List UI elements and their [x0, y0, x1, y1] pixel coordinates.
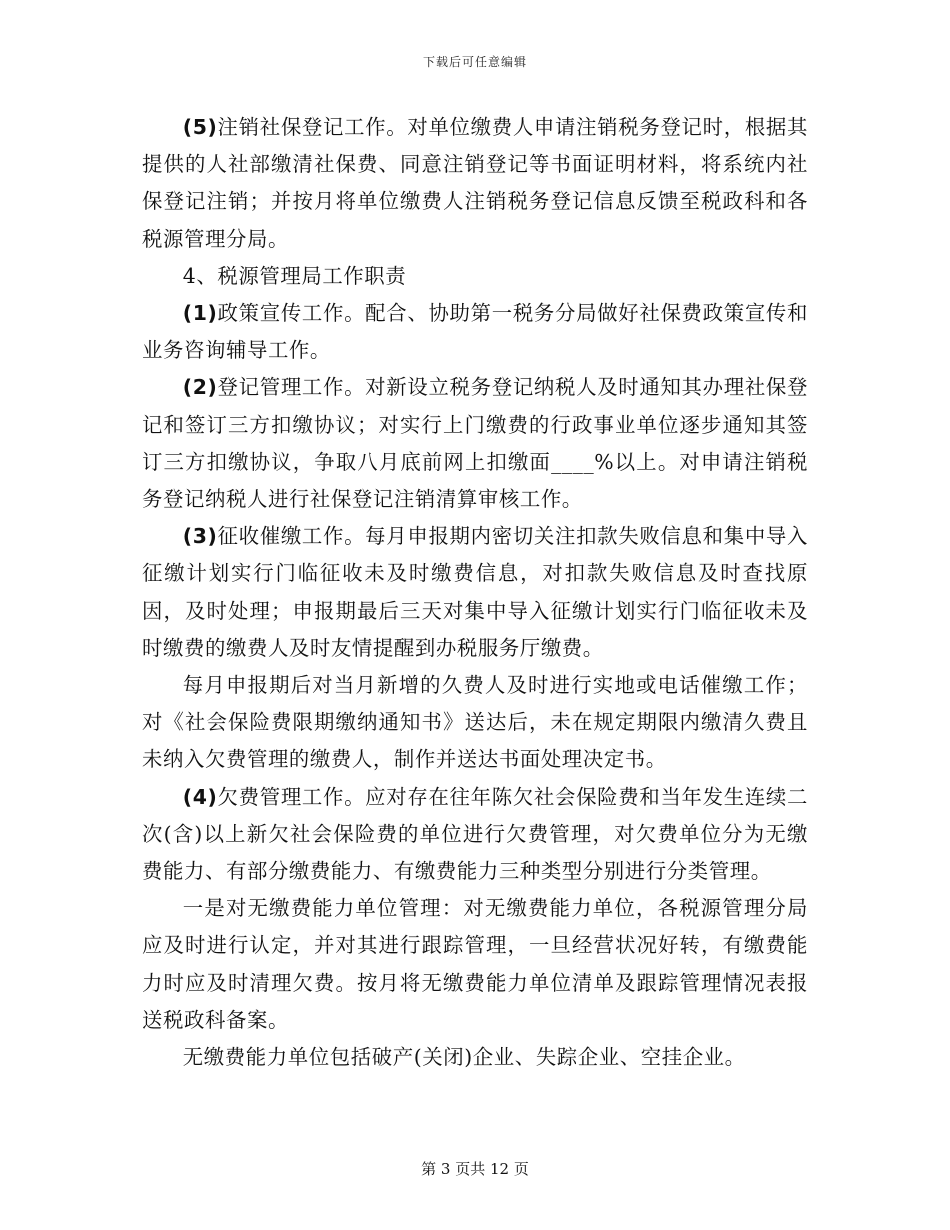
paragraph-2 — [142, 295, 808, 369]
paragraph-1 — [142, 109, 808, 258]
section-heading — [142, 258, 808, 295]
paragraph-2-number: (1) — [182, 301, 218, 326]
paragraph-3-number: (2) — [182, 375, 218, 400]
paragraph-6-text: 欠费管理工作。应对存在往年陈欠社会保险费和当年发生连续二次(含)以上新欠社会保险费的单位进行欠费管理，对欠费单位分为无缴费能力、有部分缴费能力、有缴费能力三种类型分别进行分类管理。 — [142, 784, 808, 884]
paragraph-3-text: 登记管理工作。对新设立税务登记纳税人及时通知其办理社保登记和签订三方扣缴协议；对实行上门缴费的行政事业单位逐步通知其签订三方扣缴协议，争取八月底前网上扣缴面____%以上。对申请注销税务登记纳税人进行社保登记注销清算审核工作。 — [142, 375, 808, 512]
paragraph-4-number: (3) — [182, 524, 218, 549]
paragraph-1-text: 注销社保登记工作。对单位缴费人申请注销税务登记时，根据其提供的人社部缴清社保费、同意注销登记等书面证明材料，将系统内社保登记注销；并按月将单位缴费人注销税务登记信息反馈至税政科和各税源管理分局。 — [142, 115, 808, 251]
paragraph-8-text: 无缴费能力单位包括破产(关闭)企业、失踪企业、空挂企业。 — [182, 1045, 746, 1070]
paragraph-6 — [142, 779, 808, 891]
document-body — [142, 109, 808, 1076]
paragraph-4-text: 征收催缴工作。每月申报期内密切关注扣款失败信息和集中导入征缴计划实行门临征收未及时缴费信息，对扣款失败信息及时查找原因，及时处理；申报期最后三天对集中导入征缴计划实行门临征收未及时缴费的缴费人及时友情提醒到办税服务厅缴费。 — [142, 524, 808, 660]
paragraph-5-text: 每月申报期后对当月新增的久费人及时进行实地或电话催缴工作；对《社会保险费限期缴纳通知书》送达后，未在规定期限内缴清久费且未纳入欠费管理的缴费人，制作并送达书面处理决定书。 — [142, 673, 808, 772]
paragraph-4 — [142, 518, 808, 667]
paragraph-7-text: 一是对无缴费能力单位管理：对无缴费能力单位，各税源管理分局应及时进行认定，并对其进行跟踪管理，一旦经营状况好转，有缴费能力时应及时清理欠费。按月将无缴费能力单位清单及跟踪管理情况表报送税政科备案。 — [142, 896, 808, 1032]
paragraph-6-number: (4) — [182, 784, 218, 809]
paragraph-1-number: (5) — [182, 115, 218, 139]
paragraph-8 — [142, 1039, 808, 1076]
paragraph-3 — [142, 369, 808, 518]
section-heading-text: 4、税源管理局工作职责 — [182, 263, 407, 288]
paragraph-2-text: 政策宣传工作。配合、协助第一税务分局做好社保费政策宣传和业务咨询辅导工作。 — [142, 301, 808, 363]
page-number-footer: 第 3 页共 12 页 — [421, 1160, 529, 1178]
paragraph-7 — [142, 890, 808, 1039]
page-header-note: 下载后可任意编辑 — [422, 55, 527, 69]
paragraph-5 — [142, 667, 808, 779]
